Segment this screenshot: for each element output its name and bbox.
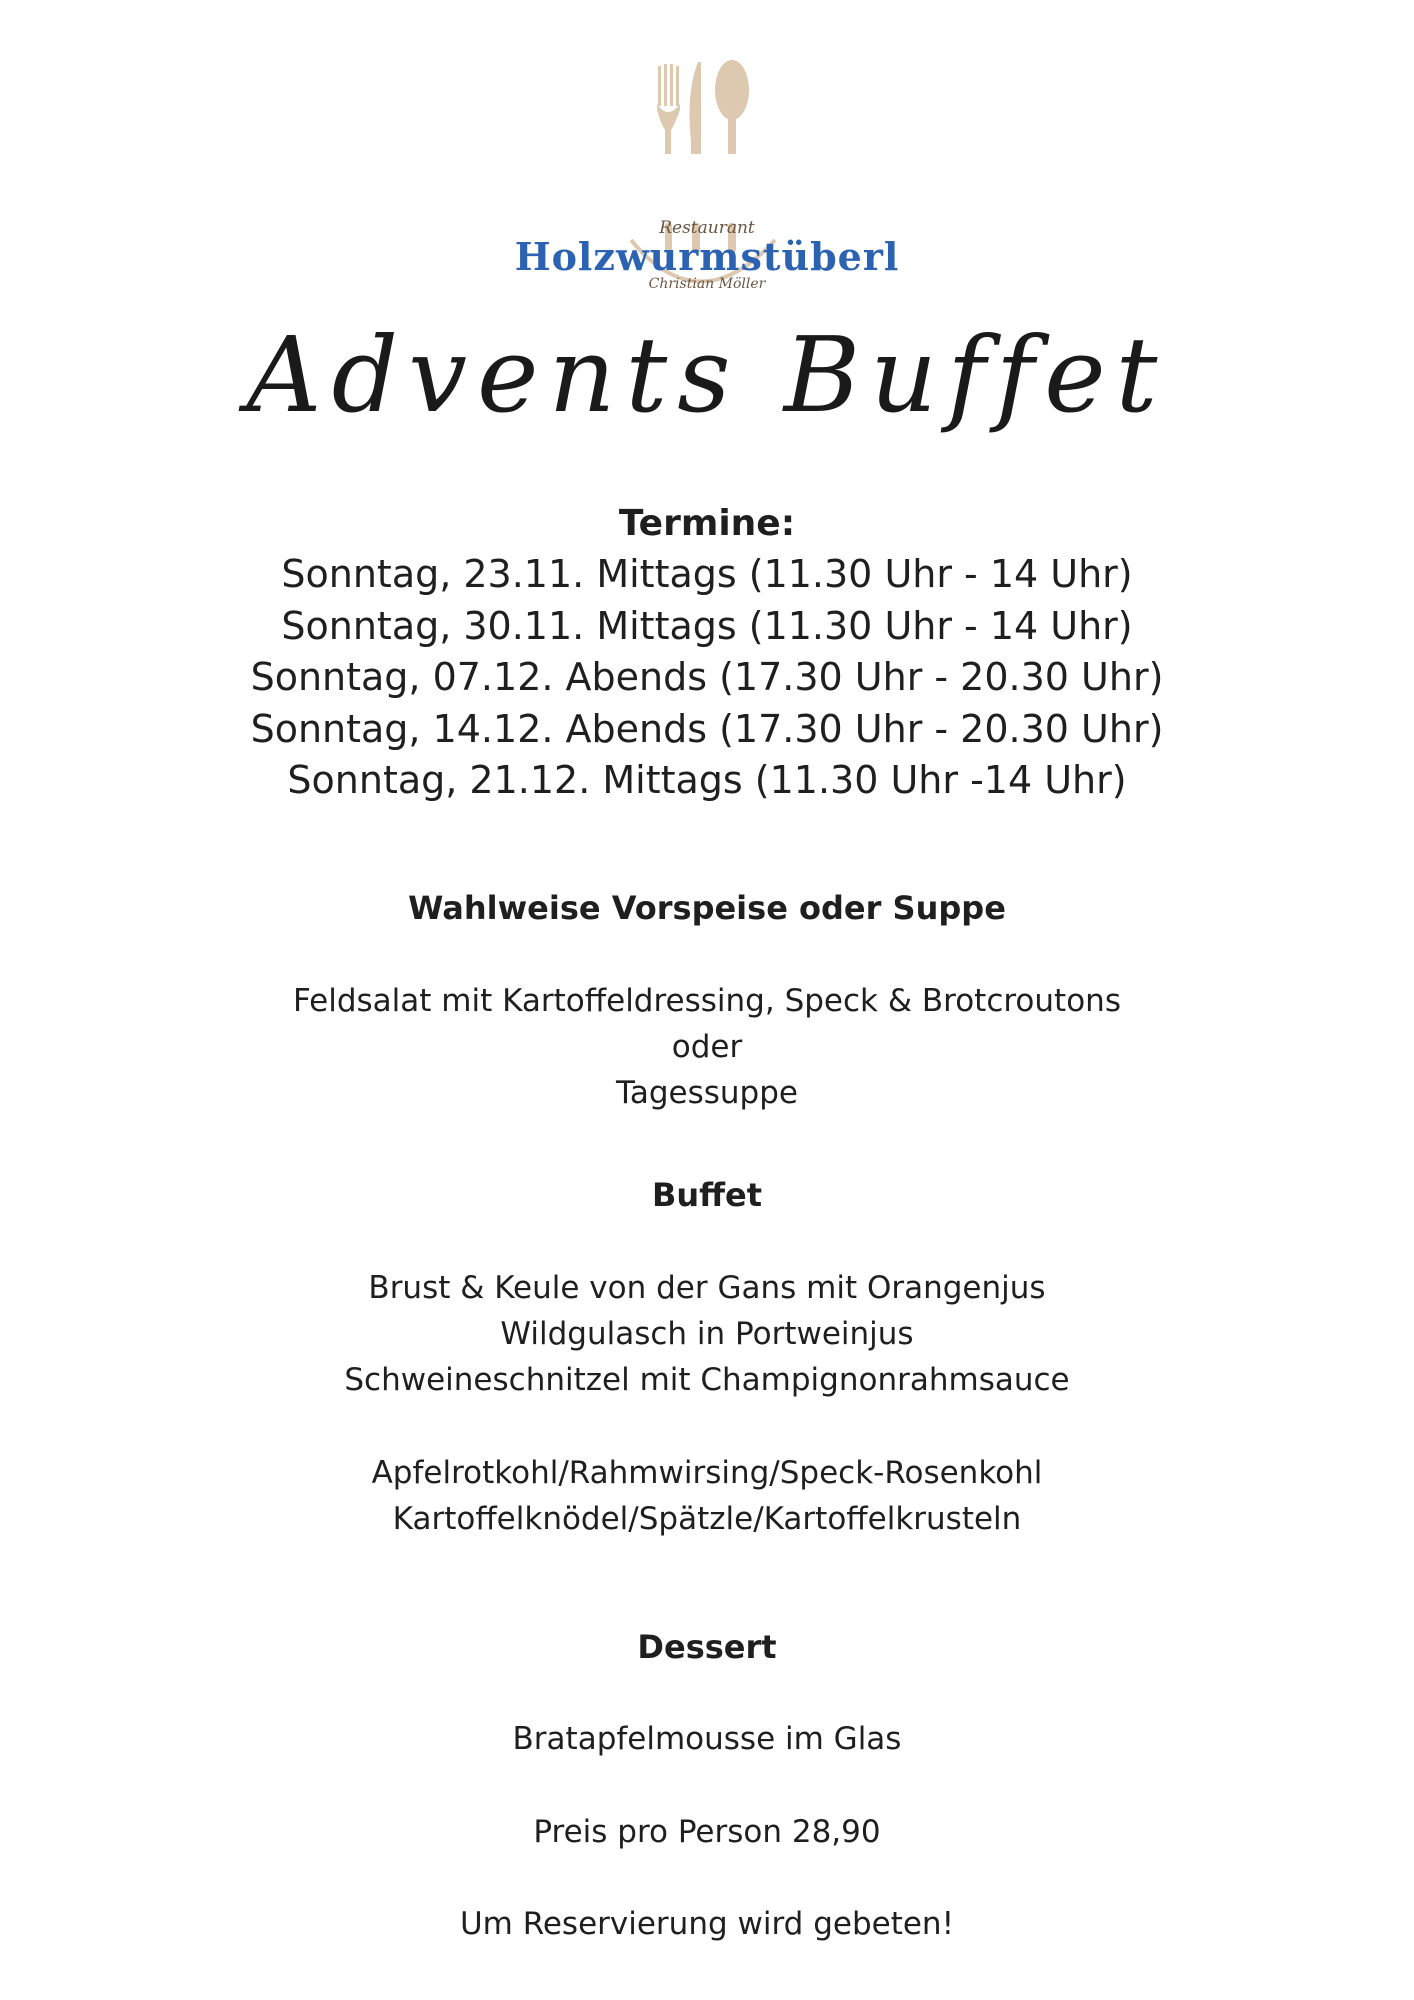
menu-item: Wildgulasch in Portweinjus xyxy=(500,1316,914,1352)
date-line: Sonntag, 14.12. Abends (17.30 Uhr - 20.30 Uhr) xyxy=(250,706,1164,751)
logo-owner-name: Christian Möller xyxy=(648,276,766,292)
starter-items xyxy=(0,978,1414,1116)
dates-section xyxy=(0,498,1414,807)
starter-heading: Wahlweise Vorspeise oder Suppe xyxy=(408,889,1006,927)
dates-heading: Termine: xyxy=(618,503,796,544)
dessert-heading: Dessert xyxy=(637,1628,777,1666)
menu-item: Bratapfelmousse im Glas xyxy=(512,1721,902,1757)
logo-restaurant-name: Holzwurmstüberl xyxy=(514,234,900,279)
date-line: Sonntag, 23.11. Mittags (11.30 Uhr - 14 Uhr) xyxy=(281,552,1133,596)
logo-restaurant-label: Restaurant xyxy=(659,218,755,238)
buffet-heading: Buffet xyxy=(651,1176,763,1214)
price-text: Preis pro Person 28,90 xyxy=(533,1814,881,1850)
menu-item: Kartoffelknödel/Spätzle/Kartoffelkrusteln xyxy=(392,1501,1022,1537)
menu-item: Brust & Keule von der Gans mit Orangenjus xyxy=(368,1270,1046,1306)
menu-item: Apfelrotkohl/Rahmwirsing/Speck-Rosenkohl xyxy=(371,1455,1043,1491)
buffet-mains xyxy=(0,1265,1414,1403)
date-line: Sonntag, 30.11. Mittags (11.30 Uhr - 14 Uhr) xyxy=(281,603,1133,648)
date-line: Sonntag, 07.12. Abends (17.30 Uhr - 20.30 Uhr) xyxy=(250,655,1164,699)
menu-item-separator: oder xyxy=(671,1029,743,1065)
reservation-note: Um Reservierung wird gebeten! xyxy=(459,1906,955,1942)
dessert-item-block xyxy=(0,1716,1414,1762)
date-line: Sonntag, 21.12. Mittags (11.30 Uhr -14 Uhr) xyxy=(287,758,1127,802)
menu-item: Tagessuppe xyxy=(616,1075,798,1111)
price-block xyxy=(0,1809,1414,1855)
dessert-section xyxy=(0,1624,1414,1670)
restaurant-logo xyxy=(0,58,1414,308)
starter-section xyxy=(0,885,1414,931)
buffet-section xyxy=(0,1172,1414,1218)
buffet-sides xyxy=(0,1450,1414,1542)
menu-item: Feldsalat mit Kartoffeldressing, Speck & Brotcroutons xyxy=(293,983,1121,1019)
page-title: Advents Buffet xyxy=(246,314,1168,436)
reservation-block xyxy=(0,1901,1414,1947)
menu-item: Schweineschnitzel mit Champignonrahmsauce xyxy=(344,1362,1070,1398)
